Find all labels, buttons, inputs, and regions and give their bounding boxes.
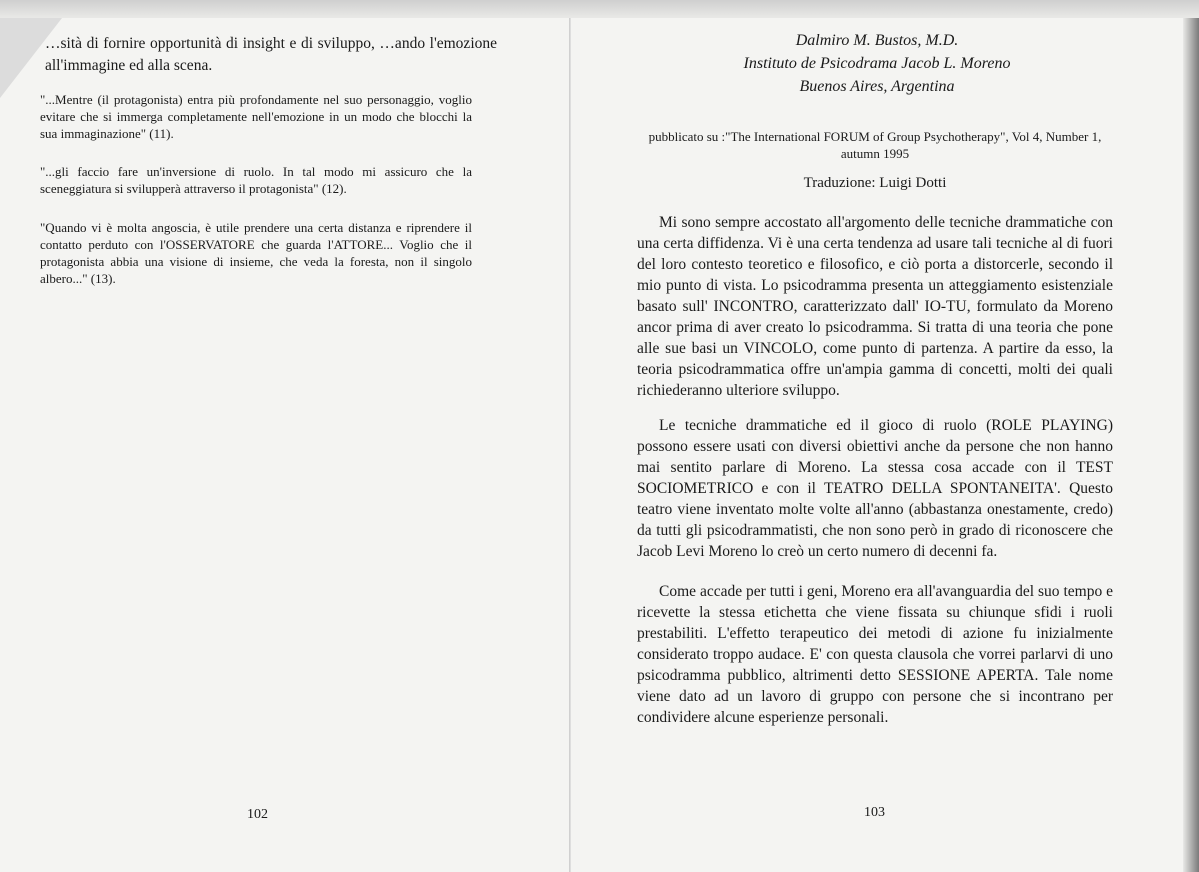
page-edge-shadow: [1183, 18, 1199, 872]
left-intro-text: …sità di fornire opportunità di insight e di sviluppo, …ando l'emozione all'immagine ed alla scena.: [45, 35, 497, 74]
page-number-right: 103: [864, 805, 885, 820]
translator-credit: Traduzione: Luigi Dotti: [803, 175, 947, 191]
book-gutter: [569, 18, 571, 872]
publication-note: pubblicato su :"The International FORUM of Group Psychotherapy", Vol 4, Number 1, autumn 1995: [648, 129, 1102, 161]
scan-top-shadow: [0, 0, 1199, 18]
page-number-left: 102: [247, 807, 268, 822]
author-block: [727, 29, 1027, 98]
quote-3: "Quando vi è molta angoscia, è utile prendere una certa distanza e riprendere il contatto perduto con l'OSSERVATORE che guarda l'ATTORE... Voglio che il protagonista abbia una visione di insieme, che veda la foresta, non il singolo albero..." (13).: [40, 220, 472, 286]
paragraph-3: Come accade per tutti i geni, Moreno era all'avanguardia del suo tempo e ricevette la stessa etichetta che viene fissata su chiunque sfidi i ruoli prestabiliti. L'effetto terapeutico dei metodi di azione fu inizialmente considerato troppo audace. E' con questa clausola che vorrei parlarvi di uno psicodramma pubblico, altrimenti detto SESSIONE APERTA. Tale nome viene dato ad un lavoro di gruppo con persone che si incontrano per condividere alcune esperienze personali.: [637, 583, 1113, 726]
author-city: Buenos Aires, Argentina: [799, 78, 955, 95]
paragraph-2: Le tecniche drammatiche ed il gioco di ruolo (ROLE PLAYING) possono essere usati con diversi obiettivi anche da persone che non hanno mai sentito parlare di Moreno. La stessa cosa accade con il TEST SOCIOMETRICO e con il TEATRO DELLA SPONTANEITA'. Questo teatro viene inventato molte volte all'anno (abbastanza onestamente, credo) da tutti gli psicodrammatisti, che non sono però in grado di riconoscere che Jacob Levi Moreno lo creò un certo numero di decenni fa.: [637, 417, 1113, 560]
paragraph-1: Mi sono sempre accostato all'argomento delle tecniche drammatiche con una certa diffidenza. Vi è una certa tendenza ad usare tali tecniche al di fuori del loro contesto teoretico e filosofico, e ciò porta a distorcerle, secondo il mio punto di vista. Lo psicodramma presenta un atteggiamento esistenziale basato sull' INCONTRO, caratterizzato dall' IO-TU, formulato da Moreno ancor prima di aver creato lo psicodramma. Si tratta di una teoria che pone alle sue basi un VINCOLO, come punto di partenza. A partire da esso, la teoria psicodrammatica offre un'ampia gamma di concetti, molti dei quali richiederanno ulteriore sviluppo.: [637, 214, 1113, 399]
quote-2: "...gli faccio fare un'inversione di ruolo. In tal modo mi assicuro che la sceneggiatura si svilupperà attraverso il protagonista" (12).: [40, 164, 472, 196]
author-name: Dalmiro M. Bustos, M.D.: [795, 32, 959, 49]
quote-1: "...Mentre (il protagonista) entra più profondamente nel suo personaggio, voglio evitare che si immerga completamente nell'emozione in un modo che blocchi la sua immaginazione" (11).: [40, 92, 472, 141]
author-institute: Instituto de Psicodrama Jacob L. Moreno: [743, 55, 1011, 72]
